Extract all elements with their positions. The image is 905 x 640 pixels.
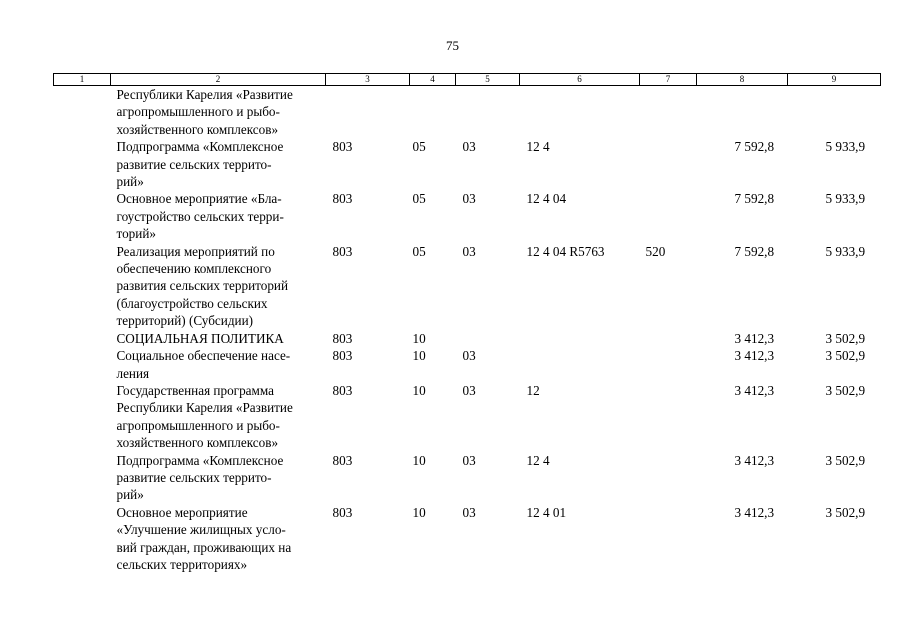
name-line: СОЦИАЛЬНАЯ ПОЛИТИКА — [116, 330, 284, 346]
cell-c7 — [640, 504, 697, 574]
cell-c9: 3 502,9 — [825, 452, 866, 468]
name-line: хозяйственного комплексов» — [116, 435, 279, 451]
page-number: 75 — [446, 38, 459, 53]
table-row — [54, 138, 881, 190]
name-line: рий» — [116, 487, 144, 503]
name-line: территорий) (Субсидии) — [116, 313, 254, 329]
column-number-header — [54, 74, 881, 86]
name-line: агропромышленного и рыбо- — [116, 417, 280, 433]
cell-c6: 12 4 01 — [526, 504, 567, 520]
cell-name — [111, 190, 326, 242]
cell-c9: 5 933,9 — [825, 243, 866, 259]
header-col-7: 7 — [640, 74, 697, 86]
cell-c6 — [520, 347, 640, 382]
name-line: развития сельских территорий — [116, 278, 289, 294]
cell-c8 — [697, 86, 788, 139]
name-line: Республики Карелия «Развитие — [116, 87, 293, 102]
cell-c8: 3 412,3 — [734, 330, 775, 346]
table-row — [54, 347, 881, 382]
cell-c6: 12 — [526, 382, 540, 398]
cell-col-1 — [54, 347, 111, 382]
cell-c9: 5 933,9 — [825, 139, 866, 155]
table-row — [54, 330, 881, 347]
name-line: Социальное обеспечение насе- — [116, 348, 291, 364]
name-line: хозяйственного комплексов» — [116, 121, 279, 137]
name-line: гоустройство сельских терри- — [116, 208, 284, 224]
name-line: агропромышленного и рыбо- — [116, 104, 280, 120]
table-row — [54, 190, 881, 242]
table-body — [54, 86, 881, 574]
cell-c8: 7 592,8 — [734, 191, 775, 207]
cell-col-1 — [54, 190, 111, 242]
name-line: Реализация мероприятий по — [116, 243, 275, 259]
cell-c3: 803 — [332, 139, 353, 155]
cell-c4: 10 — [412, 504, 426, 520]
cell-col-1 — [54, 452, 111, 504]
cell-c3: 803 — [332, 348, 353, 364]
cell-c7 — [640, 347, 697, 382]
cell-c7 — [640, 452, 697, 504]
cell-c7 — [640, 330, 697, 347]
header-col-2: 2 — [111, 74, 326, 86]
header-col-4: 4 — [410, 74, 456, 86]
name-line: торий» — [116, 226, 156, 242]
cell-c4: 05 — [412, 243, 426, 259]
cell-c5 — [456, 330, 520, 347]
cell-name — [111, 452, 326, 504]
name-line: ления — [116, 365, 150, 381]
cell-c6: 12 4 — [526, 452, 550, 468]
cell-c7 — [640, 190, 697, 242]
name-line: Государственная программа — [116, 382, 274, 398]
cell-col-1 — [54, 243, 111, 330]
cell-c8: 3 412,3 — [734, 452, 775, 468]
cell-c9: 3 502,9 — [825, 348, 866, 364]
cell-c3: 803 — [332, 504, 353, 520]
cell-c8: 3 412,3 — [734, 348, 775, 364]
cell-c3: 803 — [332, 452, 353, 468]
cell-c8: 7 592,8 — [734, 243, 775, 259]
cell-c5: 03 — [462, 348, 476, 364]
cell-col-1 — [54, 86, 111, 139]
cell-c6 — [520, 330, 640, 347]
name-line: «Улучшение жилищных усло- — [116, 522, 286, 538]
name-line: Основное мероприятие — [116, 504, 248, 520]
cell-name — [111, 347, 326, 382]
name-line: развитие сельских террито- — [116, 156, 272, 172]
cell-name — [111, 243, 326, 330]
cell-name — [111, 138, 326, 190]
cell-c7 — [640, 138, 697, 190]
cell-c5: 03 — [462, 382, 476, 398]
cell-c5: 03 — [462, 243, 476, 259]
cell-c7 — [640, 382, 697, 452]
name-line: рий» — [116, 174, 144, 190]
cell-c7 — [640, 86, 697, 139]
table-row — [54, 243, 881, 330]
cell-c4: 10 — [412, 330, 426, 346]
cell-c5: 03 — [462, 191, 476, 207]
cell-name — [111, 382, 326, 452]
cell-col-1 — [54, 382, 111, 452]
cell-c4: 10 — [412, 452, 426, 468]
cell-c6 — [520, 86, 640, 139]
cell-name — [111, 504, 326, 574]
table-row — [54, 452, 881, 504]
cell-c6: 12 4 04 R5763 — [526, 243, 605, 259]
cell-c3: 803 — [332, 330, 353, 346]
cell-c4: 05 — [412, 139, 426, 155]
cell-c3: 803 — [332, 243, 353, 259]
cell-c3 — [326, 86, 410, 139]
cell-c6: 12 4 04 — [526, 191, 567, 207]
header-col-6: 6 — [520, 74, 640, 86]
table-row — [54, 504, 881, 574]
cell-name — [111, 86, 326, 139]
cell-c8: 3 412,3 — [734, 504, 775, 520]
cell-c4: 05 — [412, 191, 426, 207]
name-line: Подпрограмма «Комплексное — [116, 139, 284, 155]
cell-col-1 — [54, 330, 111, 347]
cell-c9: 3 502,9 — [825, 504, 866, 520]
cell-c6: 12 4 — [526, 139, 550, 155]
cell-c5: 03 — [462, 504, 476, 520]
name-line: Республики Карелия «Развитие — [116, 400, 293, 416]
name-line: (благоустройство сельских — [116, 295, 268, 311]
cell-c3: 803 — [332, 191, 353, 207]
cell-c8: 3 412,3 — [734, 382, 775, 398]
table-row — [54, 382, 881, 452]
cell-c9 — [788, 86, 881, 139]
cell-c9: 3 502,9 — [825, 382, 866, 398]
cell-c9: 3 502,9 — [825, 330, 866, 346]
cell-c5: 03 — [462, 452, 476, 468]
name-line: развитие сельских террито- — [116, 469, 272, 485]
cell-c5: 03 — [462, 139, 476, 155]
header-col-9: 9 — [788, 74, 881, 86]
table-row — [54, 86, 881, 139]
cell-col-1 — [54, 504, 111, 574]
cell-c3: 803 — [332, 382, 353, 398]
cell-c4: 10 — [412, 382, 426, 398]
cell-col-1 — [54, 138, 111, 190]
cell-name — [111, 330, 326, 347]
budget-table — [53, 73, 881, 573]
header-col-3: 3 — [326, 74, 410, 86]
cell-c4 — [410, 86, 456, 139]
name-line: обеспечению комплексного — [116, 261, 272, 277]
cell-c7: 520 — [645, 243, 666, 259]
name-line: сельских территориях» — [116, 556, 248, 572]
name-line: Подпрограмма «Комплексное — [116, 452, 284, 468]
cell-c4: 10 — [412, 348, 426, 364]
name-line: Основное мероприятие «Бла- — [116, 191, 282, 207]
cell-c5 — [456, 86, 520, 139]
header-col-5: 5 — [456, 74, 520, 86]
header-col-1: 1 — [54, 74, 111, 86]
cell-c9: 5 933,9 — [825, 191, 866, 207]
cell-c8: 7 592,8 — [734, 139, 775, 155]
name-line: вий граждан, проживающих на — [116, 539, 292, 555]
header-col-8: 8 — [697, 74, 788, 86]
